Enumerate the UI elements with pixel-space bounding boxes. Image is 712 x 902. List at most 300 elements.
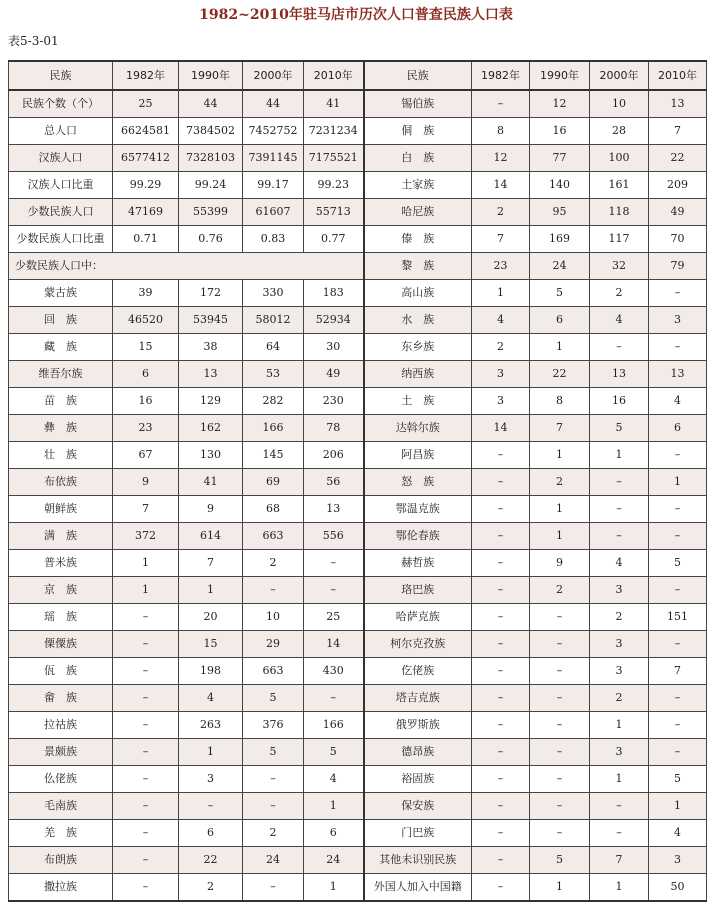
value-cell: 372	[113, 523, 179, 550]
value-cell: 4	[179, 685, 243, 712]
value-cell: –	[472, 90, 530, 118]
table-row	[9, 442, 707, 469]
header-cell: 1982年	[113, 61, 179, 90]
ethnic-name-cell: 景颇族	[9, 739, 113, 766]
value-cell: –	[304, 550, 364, 577]
value-cell: 1	[530, 334, 590, 361]
value-cell: 166	[304, 712, 364, 739]
value-cell: 1	[179, 739, 243, 766]
value-cell: 61607	[243, 199, 304, 226]
value-cell: –	[472, 442, 530, 469]
value-cell: 1	[530, 523, 590, 550]
value-cell: 7	[113, 496, 179, 523]
value-cell: 4	[472, 307, 530, 334]
value-cell: –	[590, 793, 649, 820]
value-cell: 4	[649, 388, 707, 415]
header-cell: 民族	[9, 61, 113, 90]
ethnic-name-cell: 白 族	[364, 145, 472, 172]
ethnic-name-cell: 保安族	[364, 793, 472, 820]
value-cell: 14	[472, 172, 530, 199]
value-cell: 6	[179, 820, 243, 847]
value-cell: 7328103	[179, 145, 243, 172]
value-cell: 4	[304, 766, 364, 793]
value-cell: –	[530, 820, 590, 847]
value-cell: 6624581	[113, 118, 179, 145]
value-cell: 5	[649, 550, 707, 577]
value-cell: 20	[179, 604, 243, 631]
ethnic-name-cell: 彝 族	[9, 415, 113, 442]
ethnic-name-cell: 总人口	[9, 118, 113, 145]
table-row	[9, 766, 707, 793]
value-cell: –	[530, 766, 590, 793]
ethnic-name-cell: 怒 族	[364, 469, 472, 496]
value-cell: 206	[304, 442, 364, 469]
value-cell: –	[113, 739, 179, 766]
value-cell: –	[590, 496, 649, 523]
value-cell: 118	[590, 199, 649, 226]
value-cell: –	[472, 631, 530, 658]
value-cell: 99.29	[113, 172, 179, 199]
value-cell: 25	[304, 604, 364, 631]
value-cell: 1	[590, 874, 649, 902]
ethnic-name-cell: 达斡尔族	[364, 415, 472, 442]
value-cell: 50	[649, 874, 707, 902]
value-cell: 95	[530, 199, 590, 226]
value-cell: 9	[530, 550, 590, 577]
value-cell: –	[649, 631, 707, 658]
value-cell: –	[243, 874, 304, 902]
value-cell: 99.23	[304, 172, 364, 199]
value-cell: 22	[530, 361, 590, 388]
value-cell: 4	[590, 307, 649, 334]
value-cell: 28	[590, 118, 649, 145]
value-cell: 7	[649, 118, 707, 145]
value-cell: 25	[113, 90, 179, 118]
ethnic-name-cell: 民族个数（个）	[9, 90, 113, 118]
ethnic-name-cell: 珞巴族	[364, 577, 472, 604]
value-cell: –	[472, 496, 530, 523]
value-cell: 0.83	[243, 226, 304, 253]
value-cell: 1	[530, 442, 590, 469]
value-cell: 3	[179, 766, 243, 793]
value-cell: –	[530, 712, 590, 739]
table-row	[9, 469, 707, 496]
table-body	[9, 90, 707, 901]
value-cell: –	[472, 820, 530, 847]
table-row	[9, 307, 707, 334]
value-cell: 47169	[113, 199, 179, 226]
value-cell: 5	[304, 739, 364, 766]
value-cell: 0.77	[304, 226, 364, 253]
value-cell: 99.24	[179, 172, 243, 199]
value-cell: –	[472, 523, 530, 550]
value-cell: 55713	[304, 199, 364, 226]
value-cell: 30	[304, 334, 364, 361]
value-cell: 7	[649, 658, 707, 685]
ethnic-name-cell: 布依族	[9, 469, 113, 496]
table-row	[9, 199, 707, 226]
value-cell: 6577412	[113, 145, 179, 172]
value-cell: –	[113, 685, 179, 712]
value-cell: 8	[472, 118, 530, 145]
value-cell: –	[530, 658, 590, 685]
ethnic-name-cell: 裕固族	[364, 766, 472, 793]
value-cell: 5	[243, 685, 304, 712]
value-cell: 1	[590, 712, 649, 739]
value-cell: 14	[304, 631, 364, 658]
value-cell: 7452752	[243, 118, 304, 145]
ethnic-name-cell: 傣 族	[364, 226, 472, 253]
value-cell: 140	[530, 172, 590, 199]
ethnic-name-cell: 塔吉克族	[364, 685, 472, 712]
value-cell: 3	[590, 631, 649, 658]
header-cell: 1990年	[530, 61, 590, 90]
value-cell: –	[472, 712, 530, 739]
ethnic-name-cell: 蒙古族	[9, 280, 113, 307]
value-cell: 5	[243, 739, 304, 766]
value-cell: –	[243, 793, 304, 820]
table-row	[9, 90, 707, 118]
ethnic-name-cell: 少数民族人口	[9, 199, 113, 226]
table-row	[9, 496, 707, 523]
value-cell: 1	[472, 280, 530, 307]
table-row	[9, 685, 707, 712]
value-cell: –	[113, 766, 179, 793]
value-cell: 12	[472, 145, 530, 172]
ethnic-name-cell: 锡伯族	[364, 90, 472, 118]
value-cell: –	[472, 766, 530, 793]
value-cell: –	[649, 523, 707, 550]
value-cell: 6	[113, 361, 179, 388]
value-cell: 77	[530, 145, 590, 172]
population-table	[8, 60, 707, 902]
value-cell: 3	[649, 307, 707, 334]
value-cell: 58012	[243, 307, 304, 334]
value-cell: 282	[243, 388, 304, 415]
value-cell: 38	[179, 334, 243, 361]
value-cell: 6	[649, 415, 707, 442]
value-cell: 46520	[113, 307, 179, 334]
value-cell: 2	[590, 604, 649, 631]
value-cell: 1	[590, 766, 649, 793]
value-cell: –	[472, 604, 530, 631]
header-cell: 1990年	[179, 61, 243, 90]
value-cell: –	[472, 739, 530, 766]
value-cell: –	[472, 658, 530, 685]
value-cell: 23	[472, 253, 530, 280]
value-cell: 117	[590, 226, 649, 253]
section-label: 少数民族人口中：	[9, 253, 364, 280]
value-cell: –	[590, 469, 649, 496]
value-cell: 2	[179, 874, 243, 902]
value-cell: –	[530, 739, 590, 766]
value-cell: 330	[243, 280, 304, 307]
value-cell: 6	[530, 307, 590, 334]
table-row	[9, 226, 707, 253]
value-cell: –	[113, 712, 179, 739]
value-cell: 556	[304, 523, 364, 550]
value-cell: 39	[113, 280, 179, 307]
ethnic-name-cell: 土家族	[364, 172, 472, 199]
value-cell: 53	[243, 361, 304, 388]
value-cell: 13	[304, 496, 364, 523]
table-code: 表5-3-01	[8, 34, 59, 48]
value-cell: 41	[179, 469, 243, 496]
value-cell: 78	[304, 415, 364, 442]
value-cell: 0.71	[113, 226, 179, 253]
value-cell: –	[113, 847, 179, 874]
value-cell: 29	[243, 631, 304, 658]
value-cell: 24	[243, 847, 304, 874]
value-cell: 24	[304, 847, 364, 874]
value-cell: 10	[590, 90, 649, 118]
ethnic-name-cell: 京 族	[9, 577, 113, 604]
value-cell: 8	[530, 388, 590, 415]
value-cell: 1	[649, 469, 707, 496]
ethnic-name-cell: 门巴族	[364, 820, 472, 847]
value-cell: 41	[304, 90, 364, 118]
value-cell: 13	[649, 361, 707, 388]
value-cell: –	[304, 577, 364, 604]
value-cell: 7	[530, 415, 590, 442]
table-row	[9, 523, 707, 550]
ethnic-name-cell: 哈尼族	[364, 199, 472, 226]
value-cell: 1	[179, 577, 243, 604]
ethnic-name-cell: 布朗族	[9, 847, 113, 874]
value-cell: 1	[113, 550, 179, 577]
value-cell: 7231234	[304, 118, 364, 145]
value-cell: 1	[649, 793, 707, 820]
value-cell: 1	[304, 874, 364, 902]
value-cell: –	[649, 442, 707, 469]
value-cell: 2	[590, 280, 649, 307]
value-cell: 1	[530, 496, 590, 523]
value-cell: –	[590, 334, 649, 361]
value-cell: 2	[530, 469, 590, 496]
value-cell: 16	[590, 388, 649, 415]
ethnic-name-cell: 其他未识别民族	[364, 847, 472, 874]
value-cell: 15	[179, 631, 243, 658]
value-cell: 9	[113, 469, 179, 496]
value-cell: –	[649, 334, 707, 361]
value-cell: 53945	[179, 307, 243, 334]
ethnic-name-cell: 东乡族	[364, 334, 472, 361]
value-cell: 614	[179, 523, 243, 550]
value-cell: 13	[179, 361, 243, 388]
value-cell: –	[472, 793, 530, 820]
value-cell: 1	[113, 577, 179, 604]
value-cell: 1	[590, 442, 649, 469]
table-row	[9, 712, 707, 739]
table-row	[9, 631, 707, 658]
table-row	[9, 820, 707, 847]
ethnic-name-cell: 撒拉族	[9, 874, 113, 902]
value-cell: 55399	[179, 199, 243, 226]
value-cell: 5	[590, 415, 649, 442]
ethnic-name-cell: 高山族	[364, 280, 472, 307]
value-cell: 376	[243, 712, 304, 739]
value-cell: 198	[179, 658, 243, 685]
ethnic-name-cell: 柯尔克孜族	[364, 631, 472, 658]
ethnic-name-cell: 俄罗斯族	[364, 712, 472, 739]
value-cell: 9	[179, 496, 243, 523]
value-cell: –	[113, 631, 179, 658]
value-cell: –	[113, 793, 179, 820]
value-cell: 2	[243, 550, 304, 577]
value-cell: –	[113, 874, 179, 902]
table-row	[9, 604, 707, 631]
value-cell: 99.17	[243, 172, 304, 199]
table-row	[9, 118, 707, 145]
ethnic-name-cell: 鄂温克族	[364, 496, 472, 523]
ethnic-name-cell: 拉祜族	[9, 712, 113, 739]
table-row	[9, 334, 707, 361]
ethnic-name-cell: 满 族	[9, 523, 113, 550]
value-cell: –	[530, 631, 590, 658]
value-cell: 68	[243, 496, 304, 523]
table-row	[9, 874, 707, 902]
ethnic-name-cell: 畲 族	[9, 685, 113, 712]
value-cell: –	[590, 820, 649, 847]
value-cell: 67	[113, 442, 179, 469]
value-cell: 79	[649, 253, 707, 280]
value-cell: –	[472, 469, 530, 496]
ethnic-name-cell: 鄂伦春族	[364, 523, 472, 550]
value-cell: –	[530, 685, 590, 712]
value-cell: 2	[472, 199, 530, 226]
value-cell: –	[649, 577, 707, 604]
ethnic-name-cell: 侗 族	[364, 118, 472, 145]
value-cell: 2	[472, 334, 530, 361]
value-cell: 166	[243, 415, 304, 442]
value-cell: –	[304, 685, 364, 712]
ethnic-name-cell: 哈萨克族	[364, 604, 472, 631]
table-row	[9, 793, 707, 820]
value-cell: 49	[304, 361, 364, 388]
value-cell: 263	[179, 712, 243, 739]
value-cell: –	[530, 604, 590, 631]
table-row	[9, 388, 707, 415]
value-cell: 16	[530, 118, 590, 145]
ethnic-name-cell: 纳西族	[364, 361, 472, 388]
table-row	[9, 577, 707, 604]
ethnic-name-cell: 汉族人口比重	[9, 172, 113, 199]
table-row	[9, 253, 707, 280]
value-cell: 23	[113, 415, 179, 442]
ethnic-name-cell: 瑶 族	[9, 604, 113, 631]
value-cell: 3	[472, 388, 530, 415]
ethnic-name-cell: 水 族	[364, 307, 472, 334]
value-cell: 10	[243, 604, 304, 631]
value-cell: –	[243, 577, 304, 604]
value-cell: 16	[113, 388, 179, 415]
value-cell: 69	[243, 469, 304, 496]
ethnic-name-cell: 黎 族	[364, 253, 472, 280]
header-cell: 2010年	[304, 61, 364, 90]
value-cell: 13	[649, 90, 707, 118]
value-cell: 3	[590, 577, 649, 604]
value-cell: 12	[530, 90, 590, 118]
ethnic-name-cell: 阿昌族	[364, 442, 472, 469]
value-cell: 14	[472, 415, 530, 442]
header-cell: 2000年	[590, 61, 649, 90]
value-cell: 1	[304, 793, 364, 820]
ethnic-name-cell: 维吾尔族	[9, 361, 113, 388]
value-cell: 209	[649, 172, 707, 199]
table-row	[9, 415, 707, 442]
table-row	[9, 361, 707, 388]
value-cell: –	[649, 739, 707, 766]
ethnic-name-cell: 仡佬族	[364, 658, 472, 685]
value-cell: 169	[530, 226, 590, 253]
value-cell: 32	[590, 253, 649, 280]
value-cell: 5	[530, 280, 590, 307]
value-cell: –	[649, 496, 707, 523]
ethnic-name-cell: 赫哲族	[364, 550, 472, 577]
value-cell: –	[113, 604, 179, 631]
table-row	[9, 172, 707, 199]
header-cell: 1982年	[472, 61, 530, 90]
value-cell: 56	[304, 469, 364, 496]
value-cell: –	[472, 874, 530, 902]
table-row	[9, 550, 707, 577]
value-cell: 3	[472, 361, 530, 388]
value-cell: 3	[590, 658, 649, 685]
ethnic-name-cell: 傈僳族	[9, 631, 113, 658]
value-cell: 64	[243, 334, 304, 361]
value-cell: 145	[243, 442, 304, 469]
value-cell: 44	[179, 90, 243, 118]
value-cell: 22	[649, 145, 707, 172]
ethnic-name-cell: 藏 族	[9, 334, 113, 361]
value-cell: –	[243, 766, 304, 793]
value-cell: 230	[304, 388, 364, 415]
value-cell: 130	[179, 442, 243, 469]
table-row	[9, 280, 707, 307]
value-cell: 7	[590, 847, 649, 874]
table-row	[9, 847, 707, 874]
value-cell: 49	[649, 199, 707, 226]
value-cell: 6	[304, 820, 364, 847]
value-cell: 161	[590, 172, 649, 199]
ethnic-name-cell: 壮 族	[9, 442, 113, 469]
value-cell: 7391145	[243, 145, 304, 172]
ethnic-name-cell: 回 族	[9, 307, 113, 334]
value-cell: –	[472, 577, 530, 604]
value-cell: 5	[530, 847, 590, 874]
header-row	[9, 61, 707, 90]
value-cell: 183	[304, 280, 364, 307]
value-cell: 22	[179, 847, 243, 874]
value-cell: 1	[530, 874, 590, 902]
value-cell: 4	[590, 550, 649, 577]
value-cell: 70	[649, 226, 707, 253]
value-cell: –	[590, 523, 649, 550]
value-cell: 13	[590, 361, 649, 388]
value-cell: 3	[590, 739, 649, 766]
table-row	[9, 145, 707, 172]
value-cell: 151	[649, 604, 707, 631]
table-row	[9, 658, 707, 685]
value-cell: –	[472, 685, 530, 712]
table-title: 1982~2010年驻马店市历次人口普查民族人口表	[199, 7, 513, 23]
ethnic-name-cell: 朝鲜族	[9, 496, 113, 523]
value-cell: 7175521	[304, 145, 364, 172]
value-cell: –	[113, 820, 179, 847]
value-cell: –	[472, 847, 530, 874]
value-cell: 4	[649, 820, 707, 847]
value-cell: –	[649, 280, 707, 307]
